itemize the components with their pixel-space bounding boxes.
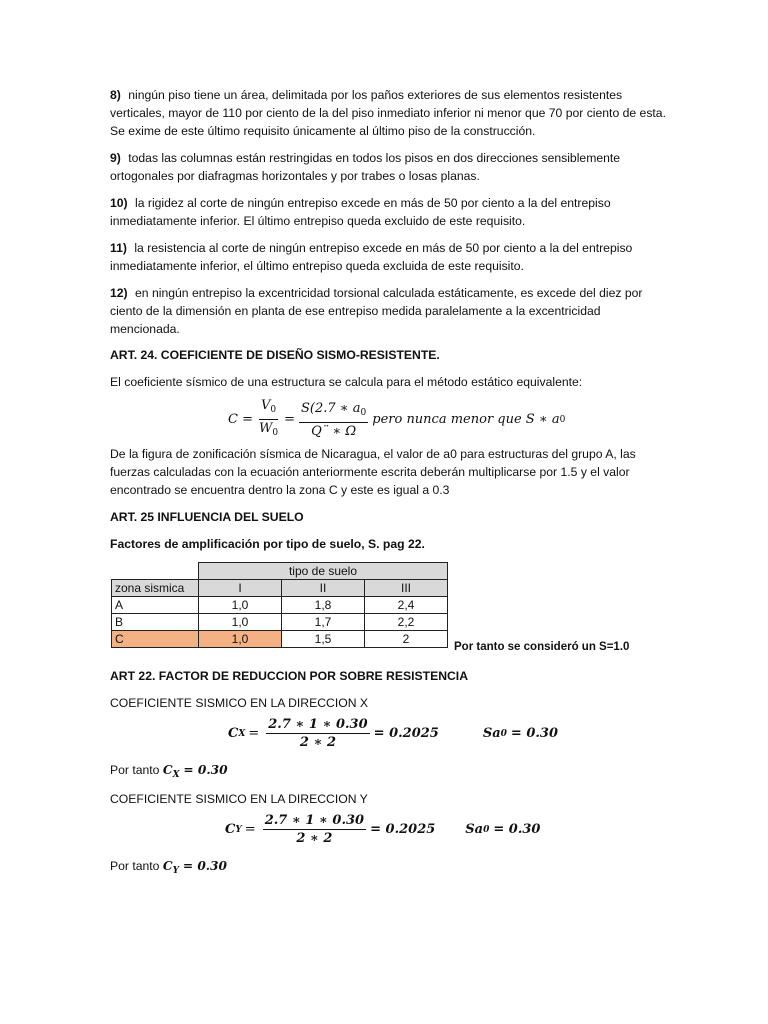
column-header: III bbox=[365, 580, 448, 597]
value-cell: 1,8 bbox=[282, 597, 365, 614]
conclusion-var: C bbox=[162, 763, 173, 777]
requirement-number: 8) bbox=[110, 88, 121, 102]
table-corner bbox=[112, 563, 199, 580]
coef-y-heading: COEFICIENTE SISMICO EN LA DIRECCION Y bbox=[110, 792, 368, 806]
subscript: 0 bbox=[483, 824, 490, 835]
requirement-text: la rigidez al corte de ningún entrepiso excede en más de 50 por ciento a la del entrepiso inmediatamente inferior. El último entrepiso queda excluido de este requisito. bbox=[110, 196, 611, 228]
zone-cell: A bbox=[112, 597, 199, 614]
requirement-10 bbox=[110, 194, 670, 230]
coef-y-formula bbox=[225, 813, 540, 846]
requirement-8 bbox=[110, 86, 670, 140]
requirement-number: 9) bbox=[110, 151, 121, 165]
formula-equals: = bbox=[248, 726, 260, 741]
row-header: zona sismica bbox=[112, 580, 199, 597]
requirement-12 bbox=[110, 284, 670, 338]
requirement-text: la resistencia al corte de ningún entrepiso excede en más de 50 por ciento a la del entrepiso inmediatamente inferior, el último entrepiso queda excluida de este requisito. bbox=[110, 241, 633, 273]
formula-equals: = bbox=[284, 412, 295, 427]
sa-value: = 0.30 bbox=[510, 726, 558, 741]
formula-equals: = bbox=[244, 822, 256, 837]
soil-factor-table bbox=[111, 562, 448, 648]
fraction-numerator: V bbox=[260, 398, 271, 413]
subscript: 0 bbox=[270, 405, 277, 415]
requirement-text: todas las columnas están restringidas en todos los pisos en dos direcciones sensiblemente ortogonales por diafragmas horizontales y por trabes o losas planas. bbox=[110, 151, 621, 183]
fraction-denominator: 2 ∗ 2 bbox=[296, 831, 333, 846]
formula-fraction-2 bbox=[299, 401, 368, 439]
fraction-denominator: Q¨ ∗ Ω bbox=[311, 423, 357, 439]
value-cell: 2 bbox=[365, 631, 448, 648]
value-cell: 2,4 bbox=[365, 597, 448, 614]
fraction-numerator: 2.7 ∗ 1 ∗ 0.30 bbox=[264, 813, 365, 828]
subscript: 0 bbox=[360, 407, 367, 418]
formula-fraction bbox=[263, 813, 366, 846]
coef-x-heading: COEFICIENTE SISMICO EN LA DIRECCION X bbox=[110, 696, 369, 710]
fraction-denominator: W bbox=[258, 421, 273, 436]
requirement-number: 10) bbox=[110, 196, 128, 210]
requirement-9 bbox=[110, 149, 670, 185]
subscript: X bbox=[238, 728, 246, 739]
subscript: 0 bbox=[272, 428, 279, 438]
value-cell: 1,5 bbox=[282, 631, 365, 648]
formula-result: = 0.2025 bbox=[370, 822, 436, 837]
requirement-number: 11) bbox=[110, 241, 127, 255]
value-cell: 1,7 bbox=[282, 614, 365, 631]
table-row bbox=[112, 580, 448, 597]
soil-note: Por tanto se consideró un S=1.0 bbox=[454, 641, 630, 653]
subscript: 0 bbox=[500, 728, 507, 739]
subscript: Y bbox=[172, 866, 179, 876]
zone-cell: C bbox=[112, 631, 199, 648]
subscript: Y bbox=[235, 824, 242, 835]
formula-lhs: C bbox=[228, 726, 239, 741]
zone-cell: B bbox=[112, 614, 199, 631]
sa-symbol: Sa bbox=[482, 726, 501, 741]
table-row bbox=[112, 631, 448, 648]
value-cell: 1,0 bbox=[199, 597, 282, 614]
subscript: 0 bbox=[559, 414, 566, 425]
coef-x-formula bbox=[228, 717, 558, 750]
art24-intro: El coeficiente sísmico de una estructura se calcula para el método estático equivalente: bbox=[110, 375, 583, 389]
value-cell: 1,0 bbox=[199, 631, 282, 648]
requirement-11 bbox=[110, 239, 670, 275]
column-header: I bbox=[199, 580, 282, 597]
value-cell: 2,2 bbox=[365, 614, 448, 631]
table-row bbox=[112, 563, 448, 580]
coef-y-conclusion bbox=[110, 857, 670, 880]
fraction-denominator: 2 ∗ 2 bbox=[299, 735, 337, 750]
conclusion-value: = 0.30 bbox=[182, 859, 228, 873]
formula-result: = 0.2025 bbox=[373, 726, 439, 741]
fraction-numerator: S(2.7 ∗ a bbox=[301, 400, 361, 416]
table-row bbox=[112, 597, 448, 614]
art25-subheading: Factores de amplificación por tipo de suelo, S. pag 22. bbox=[110, 537, 425, 551]
art25-heading: ART. 25 INFLUENCIA DEL SUELO bbox=[110, 510, 304, 524]
subscript: X bbox=[172, 770, 180, 780]
requirement-number: 12) bbox=[110, 286, 128, 300]
formula-condition: pero nunca menor que S ∗ a bbox=[372, 412, 560, 427]
art24-heading: ART. 24. COEFICIENTE DE DISEÑO SISMO-RESISTENTE. bbox=[110, 348, 440, 362]
column-header: II bbox=[282, 580, 365, 597]
formula-fraction bbox=[266, 717, 369, 750]
coefficient-formula bbox=[228, 398, 565, 441]
formula-fraction-1 bbox=[257, 398, 280, 441]
sa-value: = 0.30 bbox=[493, 822, 541, 837]
requirement-text: ningún piso tiene un área, delimitada por los paños exteriores de sus elementos resistentes verticales, mayor de 110 por ciento de la del piso inmediato inferior ni menor que 70 por ciento de esta. Se exime de este último requisito únicamente al último piso de la construcción. bbox=[110, 88, 666, 138]
formula-lhs: C = bbox=[228, 412, 253, 427]
sa-symbol: Sa bbox=[465, 822, 484, 837]
conclusion-var: C bbox=[162, 859, 173, 873]
conclusion-prefix: Por tanto bbox=[110, 763, 160, 777]
requirement-text: en ningún entrepiso la excentricidad torsional calculada estáticamente, es excede del diez por ciento de la dimensión en planta de ese entrepiso medida paralelamente a la excentricidad mencionada. bbox=[110, 286, 643, 336]
fraction-numerator: 2.7 ∗ 1 ∗ 0.30 bbox=[268, 717, 368, 732]
table-row bbox=[112, 614, 448, 631]
art22-heading: ART 22. FACTOR DE REDUCCION POR SOBRE RESISTENCIA bbox=[110, 669, 468, 683]
coef-x-conclusion bbox=[110, 761, 670, 784]
formula-lhs: C bbox=[225, 822, 236, 837]
art24-paragraph: De la figura de zonificación sísmica de Nicaragua, el valor de a0 para estructuras del grupo A, las fuerzas calculadas con la ecuación anteriormente escrita deberán multiplicarse por 1.5 y el valor encontrado se encuentra dentro la zona C y este es igual a 0.3 bbox=[110, 447, 636, 497]
conclusion-value: = 0.30 bbox=[183, 763, 228, 777]
conclusion-prefix: Por tanto bbox=[110, 859, 160, 873]
value-cell: 1,0 bbox=[199, 614, 282, 631]
group-header: tipo de suelo bbox=[199, 563, 448, 580]
